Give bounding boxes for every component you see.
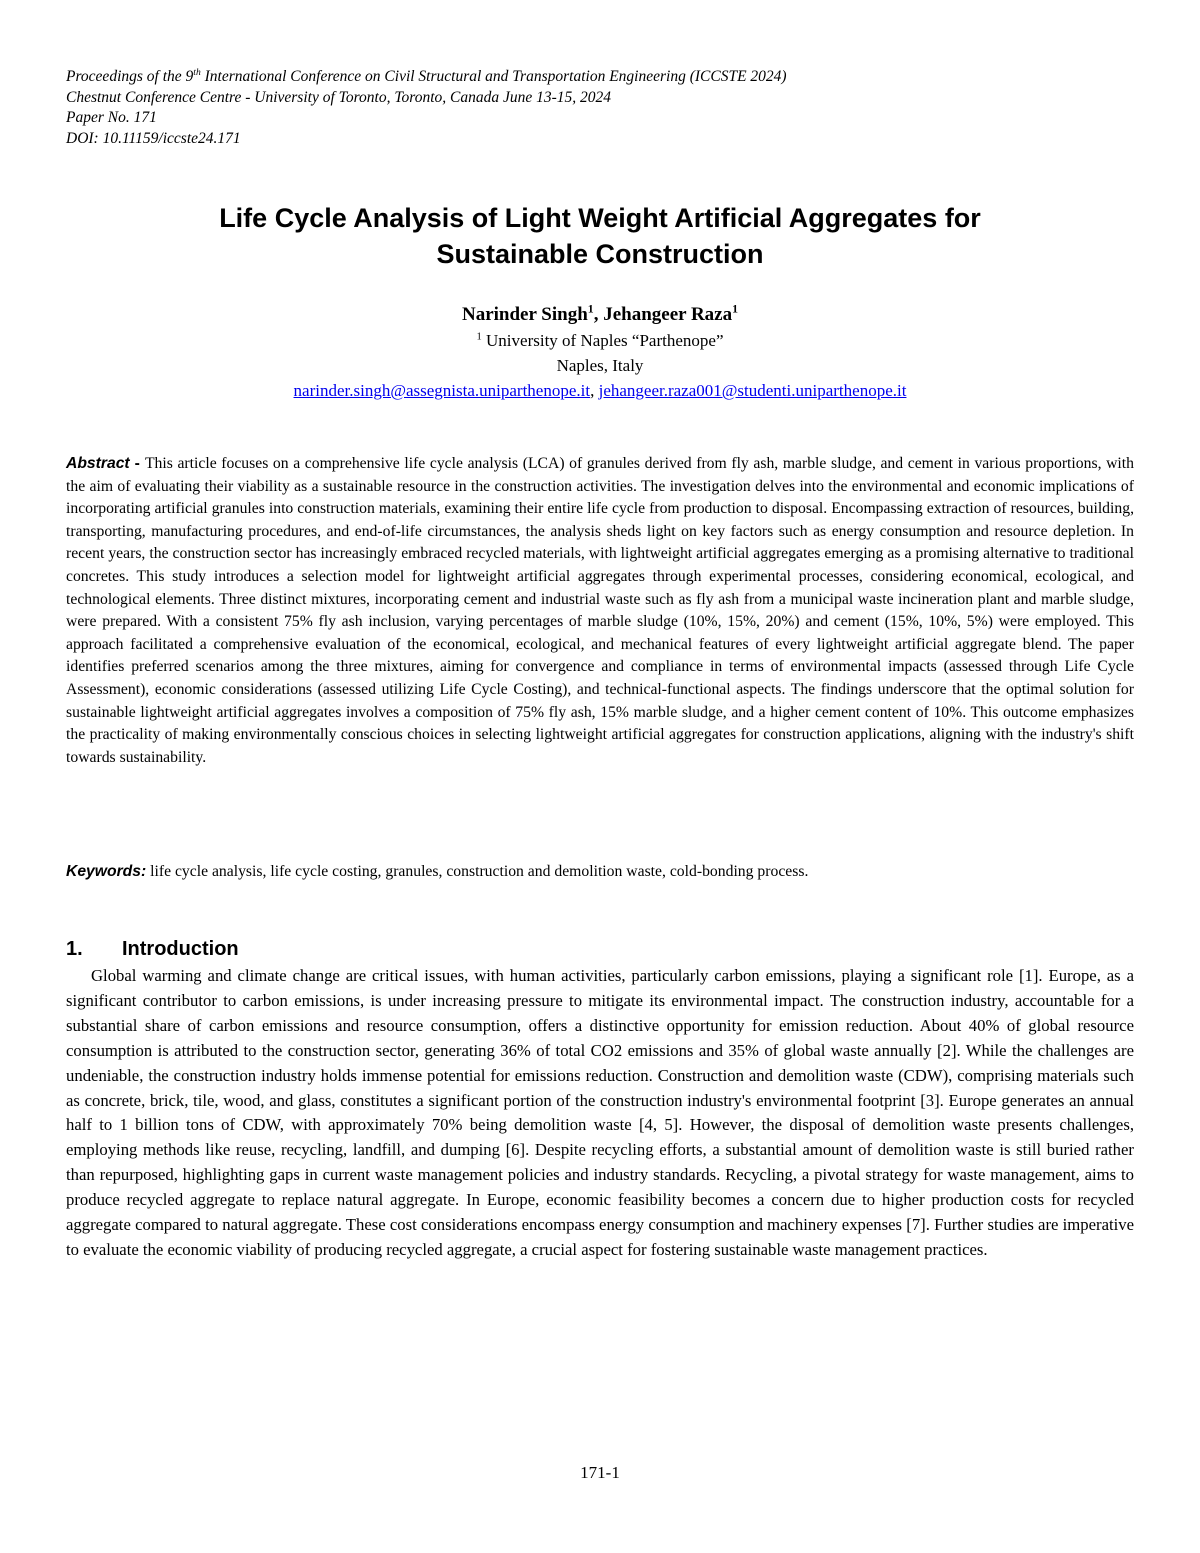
keywords-label: Keywords: <box>66 863 147 880</box>
abstract-text: This article focuses on a comprehensive life cycle analysis (LCA) of granules derived from fly ash, marble sludge, and cement in various proportions, with the aim of evaluating their viability as a sustainable resource in the construction activities. The investigation delves into the environmental and economic implications of incorporating artificial granules into construction materials, examining their entire life cycle from production to disposal. Encompassing extraction of resources, building, transporting, manufacturing procedures, and end-of-life circumstances, the analysis sheds light on key factors such as energy consumption and resource depletion. In recent years, the construction sector has increasingly embraced recycled materials, with lightweight artificial aggregates emerging as a promising alternative to traditional concretes. This study introduces a selection model for lightweight artificial aggregates through experimental processes, considering economical, ecological, and technological elements. Three distinct mixtures, incorporating cement and industrial waste such as fly ash from a municipal waste incineration plant and marble sludge, were prepared. With a consistent 75% fly ash inclusion, varying percentages of marble sludge (10%, 15%, 20%) and cement (15%, 10%, 5%) were employed. This approach facilitated a comprehensive evaluation of the economical, ecological, and mechanical features of every lightweight artificial aggregate blend. The paper identifies preferred scenarios among the three mixtures, aiming for convergence and compliance in terms of environmental impacts (assessed through Life Cycle Assessment), economic considerations (assessed utilizing Life Cycle Costing), and technical-functional aspects. The findings underscore that the optimal solution for sustainable lightweight artificial aggregates involves a composition of 75% fly ash, 15% marble sludge, and a higher cement content of 10%. This outcome emphasizes the practicality of making environmentally conscious choices in selecting lightweight artificial aggregates for construction applications, aligning with the industry's shift towards sustainability. <box>66 455 1134 766</box>
section-title: Introduction <box>122 938 239 960</box>
email-link[interactable]: jehangeer.raza001@studenti.uniparthenope.it <box>598 381 907 400</box>
introduction-paragraph: Global warming and climate change are critical issues, with human activities, particularly carbon emissions, playing a significant role [1]. Europe, as a significant contributor to carbon emissions, is under increasing pressure to mitigate its environmental impact. The construction industry, accountable for a substantial share of carbon emissions and resource consumption, offers a distinctive opportunity for emission reduction. About 40% of global resource consumption is attributed to the construction sector, generating 36% of total CO2 emissions and 35% of global waste annually [2]. While the challenges are undeniable, the construction industry holds immense potential for emissions reduction. Construction and demolition waste (CDW), comprising materials such as concrete, brick, tile, wood, and glass, constitutes a significant portion of the construction industry's environmental footprint [3]. Europe generates an annual half to 1 billion tons of CDW, with approximately 70% being demolition waste [4, 5]. However, the disposal of demolition waste presents challenges, employing methods like reuse, recycling, landfill, and dumping [6]. Despite recycling efforts, a substantial amount of demolition waste is still buried rather than repurposed, highlighting gaps in current waste management policies and industry standards. Recycling, a pivotal strategy for waste management, aims to produce recycled aggregate to replace natural aggregate. In Europe, economic feasibility becomes a concern due to higher production costs for recycled aggregate compared to natural aggregate. These cost considerations encompass energy consumption and machinery expenses [7]. Further studies are imperative to evaluate the economic viability of producing recycled aggregate, a crucial aspect for fostering sustainable waste management practices. <box>66 966 1134 1259</box>
author-affiliation-mark: 1 <box>587 302 594 316</box>
header-venue-line: Chestnut Conference Centre - University of Toronto, Toronto, Canada June 13-15, 2024 <box>66 88 612 106</box>
section-number: 1. <box>66 938 83 960</box>
author-name: Jehangeer Raza <box>603 304 733 325</box>
title-line-2: Sustainable Construction <box>436 239 764 269</box>
affiliation-university: $^1$ University of Naples “Parthenope” <box>476 331 724 350</box>
section-heading-introduction <box>66 936 1134 962</box>
keywords-text: life cycle analysis, life cycle costing, granules, construction and demolition waste, cold-bonding process. <box>146 863 809 880</box>
header-paper-number: Paper No. 171 <box>66 109 157 126</box>
title-line-1: Life Cycle Analysis of Light Weight Artificial Aggregates for <box>219 203 981 233</box>
abstract: Abstract - This article focuses on a comprehensive life cycle analysis (LCA) of granules derived from fly ash, marble sludge, and cement in various proportions, with the aim of evaluating their viability as a sustainable resource in the construction activities. The investigation delves into the environmental and economic implications of incorporating artificial granules into construction materials, examining their entire life cycle from production to disposal. Encompassing extraction of resources, building, transporting, manufacturing procedures, and end-of-life circumstances, the analysis sheds light on key factors such as energy consumption and resource depletion. In recent years, the construction sector has increasingly embraced recycled materials, with lightweight artificial aggregates emerging as a promising alternative to traditional concretes. This study introduces a selection model for lightweight artificial aggregates through experimental processes, considering economical, ecological, and technological elements. Three distinct mixtures, incorporating cement and industrial waste such as fly ash from a municipal waste incineration plant and marble sludge, were prepared. With a consistent 75% fly ash inclusion, varying percentages of marble sludge (10%, 15%, 20%) and cement (15%, 10%, 5%) were employed. This approach facilitated a comprehensive evaluation of the economical, ecological, and mechanical features of every lightweight artificial aggregate blend. The paper identifies preferred scenarios among the three mixtures, aiming for convergence and compliance in terms of environmental impacts (assessed through Life Cycle Assessment), economic considerations (assessed utilizing Life Cycle Costing), and technical-functional aspects. The findings underscore that the optimal solution for sustainable lightweight artificial aggregates involves a composition of 75% fly ash, 15% marble sludge, and a higher cement content of 10%. This outcome emphasizes the practicality of making environmentally conscious choices in selecting lightweight artificial aggregates for construction applications, aligning with the industry's shift towards sustainability. <box>66 455 1134 766</box>
abstract-label: Abstract <box>66 455 130 472</box>
header-doi: DOI: 10.11159/iccste24.171 <box>66 129 241 147</box>
proceedings-header <box>66 67 1066 149</box>
paper-title <box>66 200 1134 272</box>
author-name: Narinder Singh <box>461 304 588 325</box>
author-emails: narinder.singh@assegnista.uniparthenope.it, jehangeer.raza001@studenti.uniparthenope.it <box>293 381 907 400</box>
affiliation-location: Naples, Italy <box>556 356 644 375</box>
author-affiliation-mark: 1 <box>732 302 739 316</box>
email-link[interactable]: narinder.singh@assegnista.uniparthenope.it <box>293 381 591 400</box>
keywords <box>66 861 1134 883</box>
author-list: Narinder Singh$^1$, Jehangeer Raza$^1$ <box>461 302 739 325</box>
header-conference-line: Proceedings of the 9th International Conference on Civil Structural and Transportation Engineering (ICCSTE 2024) <box>66 66 787 85</box>
page-number: 171-1 <box>580 1463 620 1482</box>
